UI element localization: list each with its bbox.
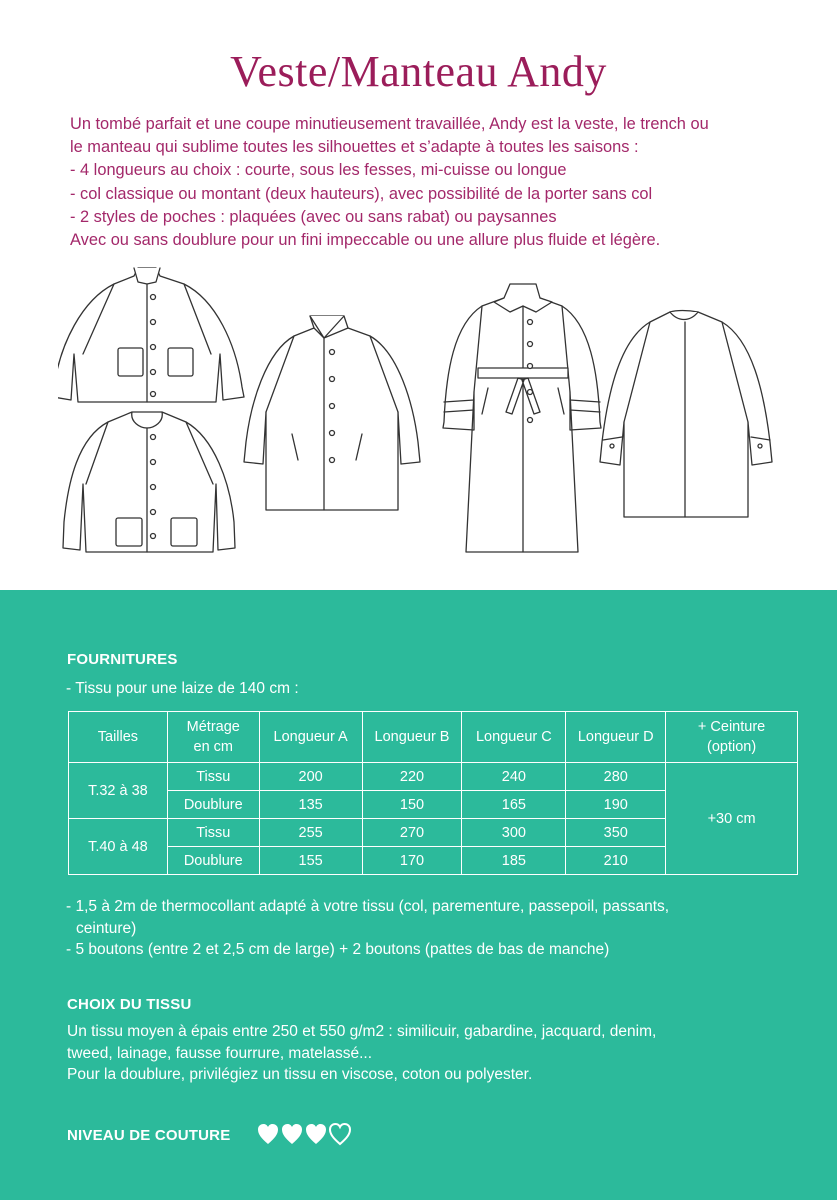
value-cell: 165 <box>462 791 566 819</box>
value-cell: 350 <box>566 819 666 847</box>
header-longueur-a: Longueur A <box>259 712 362 763</box>
intro-line: Un tombé parfait et une coupe minutieusement travaillée, Andy est la veste, le trench ou <box>70 115 709 133</box>
value-cell: 200 <box>259 763 362 791</box>
jacket-collarless-illustration <box>63 412 235 552</box>
supplies-note: - 1,5 à 2m de thermocollant adapté à votre tissu (col, parementure, passepoil, passants, <box>66 898 670 915</box>
fabric-width-line: - Tissu pour une laize de 140 cm : <box>66 680 299 697</box>
fabric-yardage-table <box>68 711 798 875</box>
heart-outline-icon <box>330 1124 350 1144</box>
material-cell: Doublure <box>167 847 259 875</box>
difficulty-hearts <box>257 1122 353 1148</box>
niveau-heading: NIVEAU DE COUTURE <box>67 1127 231 1144</box>
size-cell: T.32 à 38 <box>69 763 168 819</box>
value-cell: 210 <box>566 847 666 875</box>
fabric-choice-text <box>67 1021 787 1086</box>
intro-text <box>70 113 805 252</box>
coat-back-illustration <box>600 311 772 518</box>
header-tailles: Tailles <box>69 712 168 763</box>
heart-icon <box>306 1124 326 1144</box>
supplies-panel <box>0 590 837 1200</box>
material-cell: Doublure <box>167 791 259 819</box>
table-header-row <box>69 712 798 763</box>
value-cell: 240 <box>462 763 566 791</box>
coat-mid-thigh-illustration <box>244 316 420 510</box>
supplies-note: ceinture) <box>76 919 137 937</box>
intro-line: - 4 longueurs au choix : courte, sous les fesses, mi-cuisse ou longue <box>70 161 567 180</box>
ceinture-cell: +30 cm <box>666 763 798 875</box>
header-longueur-b: Longueur B <box>362 712 462 763</box>
trench-coat-illustration <box>443 284 601 552</box>
value-cell: 190 <box>566 791 666 819</box>
header-longueur-c: Longueur C <box>462 712 566 763</box>
value-cell: 300 <box>462 819 566 847</box>
table-row <box>69 763 798 791</box>
heart-icon <box>258 1124 278 1144</box>
intro-line: - col classique ou montant (deux hauteurs), avec possibilité de la porter sans col <box>70 184 653 203</box>
header-longueur-d: Longueur D <box>566 712 666 763</box>
value-cell: 155 <box>259 847 362 875</box>
choix-tissu-heading: CHOIX DU TISSU <box>67 996 192 1013</box>
jacket-stand-collar-illustration <box>58 268 244 402</box>
fabric-choice-line: Pour la doublure, privilégiez un tissu en viscose, coton ou polyester. <box>67 1066 533 1083</box>
value-cell: 270 <box>362 819 462 847</box>
page-title: Veste/Manteau Andy <box>230 47 607 96</box>
header-metrage: Métrage en cm <box>167 712 259 763</box>
value-cell: 170 <box>362 847 462 875</box>
value-cell: 135 <box>259 791 362 819</box>
value-cell: 185 <box>462 847 566 875</box>
fournitures-heading: FOURNITURES <box>67 651 178 668</box>
supplies-notes <box>66 896 786 961</box>
heart-icon <box>282 1124 302 1144</box>
supplies-note: - 5 boutons (entre 2 et 2,5 cm de large) + 2 boutons (pattes de bas de manche) <box>66 941 610 958</box>
material-cell: Tissu <box>167 819 259 847</box>
intro-line: Avec ou sans doublure pour un fini impeccable ou une allure plus fluide et légère. <box>70 231 661 250</box>
value-cell: 280 <box>566 763 666 791</box>
garment-illustrations <box>58 262 788 562</box>
intro-line: - 2 styles de poches : plaquées (avec ou sans rabat) ou paysannes <box>70 207 557 226</box>
size-cell: T.40 à 48 <box>69 819 168 875</box>
value-cell: 150 <box>362 791 462 819</box>
header-ceinture: + Ceinture (option) <box>666 712 798 763</box>
fabric-choice-line: Un tissu moyen à épais entre 250 et 550 g/m2 : similicuir, gabardine, jacquard, denim, <box>67 1023 657 1040</box>
value-cell: 220 <box>362 763 462 791</box>
intro-line: le manteau qui sublime toutes les silhouettes et s’adapte à toutes les saisons : <box>70 138 639 157</box>
material-cell: Tissu <box>167 763 259 791</box>
fabric-choice-line: tweed, lainage, fausse fourrure, matelassé... <box>67 1044 372 1062</box>
value-cell: 255 <box>259 819 362 847</box>
